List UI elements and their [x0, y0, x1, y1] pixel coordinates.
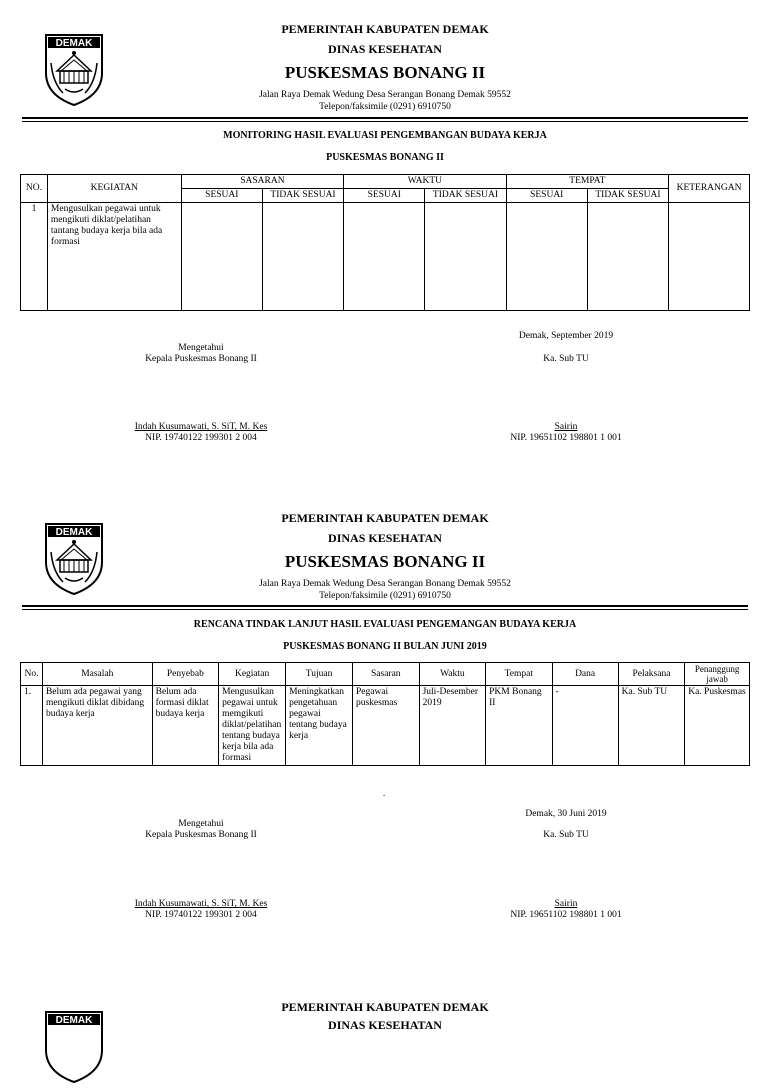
header-address: Jalan Raya Demak Wedung Desa Serangan Bonang Demak 59552	[259, 90, 511, 100]
col-tempat: TEMPAT	[506, 175, 668, 189]
header-gov-3: PEMERINTAH KABUPATEN DEMAK	[281, 1000, 489, 1014]
doc1-left-label2: Kepala Puskesmas Bonang II	[145, 354, 257, 364]
col-sasaran: Sasaran	[352, 663, 419, 686]
col-tempat-sesuai: SESUAI	[506, 189, 587, 203]
cell-tempat: PKM Bonang II	[486, 686, 552, 766]
header-phone-2: Telepon/faksimile (0291) 6910750	[319, 591, 451, 601]
header-gov-2: PEMERINTAH KABUPATEN DEMAK	[281, 511, 489, 525]
col-waktu-tidak: TIDAK SESUAI	[425, 189, 506, 203]
cell-waktu: Juli-Desember 2019	[419, 686, 486, 766]
col-keterangan: KETERANGAN	[669, 175, 750, 203]
doc2-date: Demak, 30 Juni 2019	[525, 809, 607, 819]
col-no: NO.	[21, 175, 48, 203]
cell-kegiatan: Mengusulkan pegawai untuk mengikuti diklat/pelatihan tantang budaya kerja bila ada formasi	[47, 203, 181, 311]
doc2-left-label2: Kepala Puskesmas Bonang II	[145, 830, 257, 840]
header-dept: DINAS KESEHATAN	[328, 42, 442, 56]
doc2-right-nip: NIP. 19651102 198801 1 001	[510, 910, 622, 920]
cell-penyebab: Belum ada formasi diklat budaya kerja	[152, 686, 219, 766]
doc2-left-label1: Mengetahui	[178, 819, 224, 829]
header-dept-3: DINAS KESEHATAN	[328, 1018, 442, 1032]
doc1-date: Demak, September 2019	[518, 331, 614, 341]
cell-no: 1.	[21, 686, 43, 766]
col-penyebab: Penyebab	[152, 663, 219, 686]
col-kegiatan: KEGIATAN	[47, 175, 181, 203]
header-rule-thick	[22, 117, 748, 119]
doc1-subtitle: PUSKESMAS BONANG II	[326, 152, 444, 163]
col-tempat: Tempat	[486, 663, 552, 686]
cell-kegiatan: Mengusulkan pegawai untuk memgikuti diklat/pelatihan tentang budaya kerja bila ada formasi	[219, 686, 286, 766]
col-waktu-sesuai: SESUAI	[344, 189, 425, 203]
doc2-right-label: Ka. Sub TU	[543, 830, 589, 840]
col-sasaran: SASARAN	[181, 175, 343, 189]
col-sasaran-sesuai: SESUAI	[181, 189, 262, 203]
cell-pelaksana: Ka. Sub TU	[618, 686, 685, 766]
doc1-left-name: Indah Kusumawati, S. SiT, M. Kes	[134, 422, 268, 432]
doc1-right-nip: NIP. 19651102 198801 1 001	[510, 433, 622, 443]
col-masalah: Masalah	[42, 663, 152, 686]
col-waktu: Waktu	[419, 663, 486, 686]
doc1-left-label1: Mengetahui	[178, 343, 224, 353]
col-penanggung-jawab: Penanggung jawab	[685, 663, 750, 686]
stray-dot: .	[382, 789, 386, 799]
doc2-left-nip: NIP. 19740122 199301 2 004	[145, 910, 257, 920]
header-rule-thin	[22, 121, 748, 122]
col-pelaksana: Pelaksana	[618, 663, 685, 686]
monitoring-table	[20, 174, 750, 311]
cell-dana: -	[552, 686, 618, 766]
col-tujuan: Tujuan	[286, 663, 353, 686]
doc1-right-name: Sairin	[554, 422, 578, 432]
col-kegiatan: Kegiatan	[219, 663, 286, 686]
doc2-left-name: Indah Kusumawati, S. SiT, M. Kes	[134, 899, 268, 909]
col-tempat-tidak: TIDAK SESUAI	[587, 189, 668, 203]
header-address-2: Jalan Raya Demak Wedung Desa Serangan Bonang Demak 59552	[259, 579, 511, 589]
header-gov: PEMERINTAH KABUPATEN DEMAK	[281, 22, 489, 36]
col-sasaran-tidak: TIDAK SESUAI	[262, 189, 343, 203]
svg-text:DEMAK: DEMAK	[55, 38, 93, 49]
header-unit: PUSKESMAS BONANG II	[284, 63, 486, 82]
header-unit-2: PUSKESMAS BONANG II	[284, 552, 486, 571]
doc1-title: MONITORING HASIL EVALUASI PENGEMBANGAN BUDAYA KERJA	[223, 130, 547, 141]
cell-sasaran: Pegawai puskesmas	[352, 686, 419, 766]
svg-text:DEMAK: DEMAK	[55, 527, 93, 538]
doc2-title: RENCANA TINDAK LANJUT HASIL EVALUASI PENGEMANGAN BUDAYA KERJA	[193, 619, 577, 630]
doc2-right-name: Sairin	[554, 899, 578, 909]
header-dept-2: DINAS KESEHATAN	[328, 531, 442, 545]
cell-tujuan: Meningkatkan pengetahuan pegawai tentang budaya kerja	[286, 686, 353, 766]
header-rule-thick-2	[22, 605, 748, 607]
table-row	[21, 203, 750, 311]
doc1-right-label: Ka. Sub TU	[543, 354, 589, 364]
table-row	[21, 686, 750, 766]
rtl-table	[20, 662, 750, 766]
header-phone: Telepon/faksimile (0291) 6910750	[319, 102, 451, 112]
doc1-left-nip: NIP. 19740122 199301 2 004	[145, 433, 257, 443]
col-waktu: WAKTU	[344, 175, 506, 189]
col-no: No.	[21, 663, 43, 686]
header-rule-thin-2	[22, 609, 748, 610]
col-dana: Dana	[552, 663, 618, 686]
cell-no: 1	[21, 203, 48, 311]
cell-masalah: Belum ada pegawai yang mengikuti diklat dibidang budaya kerja	[42, 686, 152, 766]
cell-penanggung-jawab: Ka. Puskesmas	[685, 686, 750, 766]
doc2-subtitle: PUSKESMAS BONANG II BULAN JUNI 2019	[283, 641, 487, 652]
svg-text:DEMAK: DEMAK	[55, 1015, 93, 1026]
